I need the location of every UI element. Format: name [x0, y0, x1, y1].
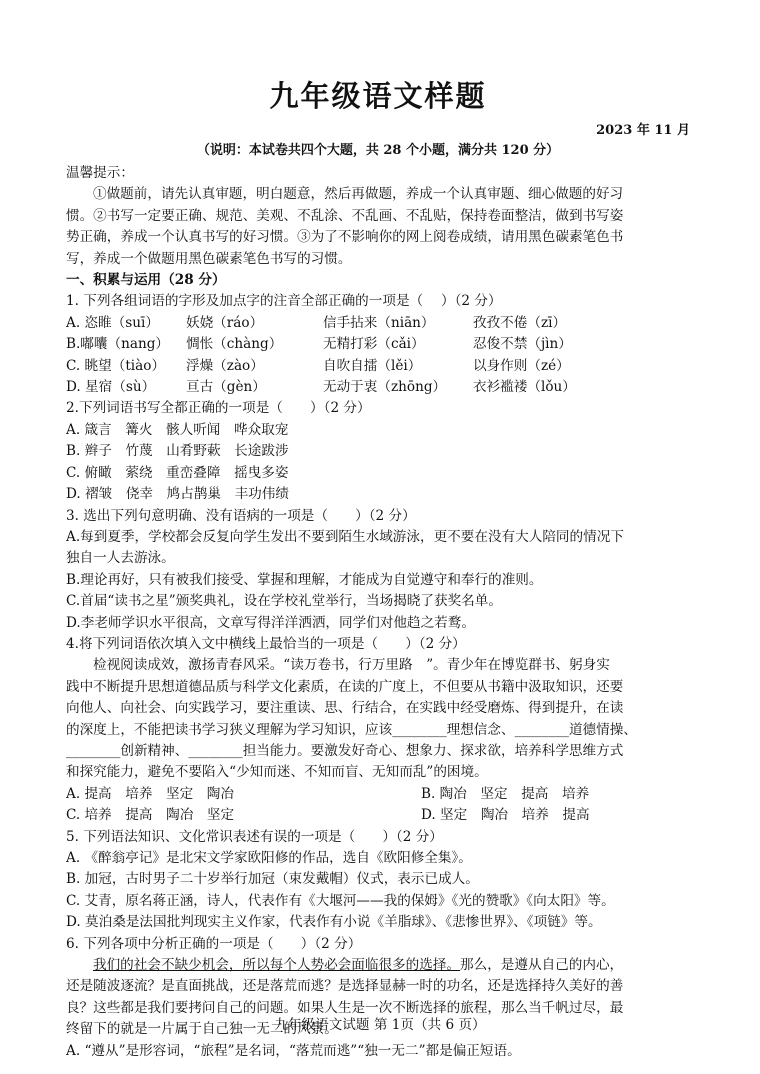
q1-cell: 信手拈来（niān）	[323, 314, 435, 331]
q4-option: A. 提高 培养 坚定 陶冶	[66, 785, 234, 802]
q1-option-row	[66, 356, 690, 377]
q2-stem: 2.下列词语书写全都正确的一项是（ ）（2 分）	[66, 400, 371, 417]
tip-line: 惯。②书写一定要正确、规范、美观、不乱涂、不乱画、不乱贴，保持卷面整洁，做到书写姿	[66, 207, 624, 224]
q4-stem: 4.将下列词语依次填入文中横线上最恰当的一项是（ ）（2 分）	[66, 635, 466, 652]
q1-option-row	[66, 334, 690, 355]
q2-option: B. 辫子 竹蔑 山肴野蔌 长途跋涉	[66, 443, 289, 460]
q1-cell: 衣衫褴褛（lǒu）	[473, 379, 576, 396]
q3-line: C.首届“读书之星”颁奖典礼，设在学校礼堂举行，当场揭晓了获奖名单。	[66, 593, 502, 610]
q5-stem: 5. 下列语法知识、文化常识表述有误的一项是（ ）（2 分）	[66, 828, 443, 845]
q1-cell: 无动于衷（zhōng）	[323, 379, 447, 396]
q6-underlined-sentence: 我们的社会不缺少机会，所以每个人势必会面临很多的选择。	[93, 957, 461, 974]
q4-passage-line: 和探究能力，避免不要陷入“少知而迷、不知而盲、无知而乱”的困境。	[66, 764, 488, 781]
page-footer: 九年级语文试题 第 1页（共 6 页）	[274, 1017, 486, 1033]
q1-cell: C. 眺望（tiào）	[66, 357, 166, 374]
q1-stem: 1. 下列各组词语的字形及加点字的注音全部正确的一项是（ ）（2 分）	[66, 293, 502, 310]
q1-cell: D. 星宿（sù）	[66, 379, 156, 396]
q6-passage-text: 那么，是遵从自己的内心，	[460, 957, 624, 974]
q1-cell: 无精打彩（cǎi）	[323, 336, 425, 353]
q1-cell: 浮燥（zào）	[186, 357, 264, 374]
q3-line: D.李老师学识水平很高，文章写得洋洋洒洒，同学们对他趋之若鹜。	[66, 614, 475, 631]
q3-line: A.每到夏季，学校都会反复向学生发出不要到陌生水域游泳，更不要在没有大人陪同的情况下	[66, 528, 624, 545]
q6-option: A. “遵从”是形容词，“旅程”是名词，“落荒而逃”“独一无二”都是偏正短语。	[66, 1042, 521, 1059]
q3-stem: 3. 选出下列句意明确、没有语病的一项是（ ）（2 分）	[66, 507, 416, 524]
tip-line: 写，养成一个做题用黑色碳素笔色书写的习惯。	[66, 250, 352, 267]
q1-cell: 惆怅（chàng）	[186, 336, 283, 353]
q1-cell: A. 恣睢（suī）	[66, 314, 159, 331]
q2-option: A. 箴言 篝火 骸人听闻 哗众取宠	[66, 421, 289, 438]
q6-stem: 6. 下列各项中分析正确的一项是（ ）（2 分）	[66, 935, 362, 952]
q4-passage-line: 的深度上，不能把读书学习狭义理解为学习知识，应该________理想信念、________道德情操、	[66, 721, 637, 738]
q5-option: C. 艾青，原名蒋正涵，诗人，代表作有《大堰河——我的保姆》《光的赞歌》《向太阳》等。	[66, 892, 615, 909]
q1-cell: 忍俊不禁（jìn）	[473, 336, 572, 353]
q6-passage-line: 良？这些都是我们要拷问自己的问题。如果人生是一次不断选择的旅程，那么当千帆过尽，最	[66, 999, 624, 1016]
q4-passage-line: 践中不断提升思想道德品质与科学文化素质，在读的广度上，不但要从书籍中汲取知识，还要	[66, 678, 624, 695]
q1-cell: 妖娆（ráo）	[186, 314, 264, 331]
q5-option: D. 莫泊桑是法国批判现实主义作家，代表作有小说《羊脂球》、《悲惨世界》、《项链》等。	[66, 914, 602, 931]
q4-option-row	[66, 784, 690, 805]
q1-cell: B.嘟囔（nang）	[66, 336, 170, 353]
q5-option: B. 加冠，古时男子二十岁举行加冠（束发戴帽）仪式，表示已成人。	[66, 871, 479, 888]
q1-cell: 自吹自擂（lěi）	[323, 357, 422, 374]
q6-passage-line	[66, 955, 690, 976]
q1-cell: 孜孜不倦（zī）	[473, 314, 567, 331]
tip-line: ①做题前，请先认真审题，明白题意，然后再做题，养成一个认真审题、细心做题的好习	[93, 186, 624, 203]
q6-passage-line: 还是随波逐流？是直面挑战，还是落荒而逃？是选择显赫一时的功名，还是选择持久美好的善	[66, 978, 624, 995]
q4-passage-line: ________创新精神、________担当能力。要激发好奇心、想象力、探求欲，培养科学思维方式	[66, 742, 624, 759]
q5-option: A. 《醉翁亭记》是北宋文学家欧阳修的作品，选自《欧阳修全集》。	[66, 850, 472, 866]
q4-option: C. 培养 提高 陶冶 坚定	[66, 807, 235, 824]
q3-line: B.理论再好，只有被我们接受、掌握和理解，才能成为自觉遵守和奉行的准则。	[66, 571, 543, 588]
exam-title: 九年级语文样题	[269, 79, 487, 113]
section-1-heading: 一、积累与运用（28 分）	[66, 272, 226, 289]
q4-option-row	[66, 805, 690, 826]
q2-option: C. 俯瞰 萦绕 重峦叠障 摇曳多姿	[66, 464, 289, 481]
q2-option: D. 褶皱 侥幸 鸠占鹊巢 丰功伟绩	[66, 486, 289, 503]
q6-passage-line: 终留下的就是一片属于自己独一无二的风景。	[66, 1021, 338, 1038]
exam-date: 2023 年 11 月	[596, 123, 690, 138]
q1-option-row	[66, 377, 690, 398]
q1-cell: 亘古（gèn）	[186, 379, 266, 396]
q1-cell: 以身作则（zé）	[473, 357, 570, 374]
exam-note: （说明：本试卷共四个大题，共 28 个小题，满分共 120 分）	[196, 143, 560, 158]
q4-option: D. 坚定 陶冶 培养 提高	[421, 807, 590, 824]
q4-passage-line: 向他人、向社会、向实践学习，要注重读、思、行结合，在实践中经受磨炼、得到提升，在读	[66, 700, 624, 717]
q4-passage-line: 检视阅读成效，激扬青春风采。“读万卷书，行万里路 ”。青少年在博览群书、躬身实	[93, 657, 610, 674]
tip-line: 势正确，养成一个认真书写的好习惯。③为了不影响你的网上阅卷成绩，请用黑色碳素笔色书	[66, 229, 624, 246]
tip-label: 温馨提示：	[66, 165, 134, 181]
q1-option-row	[66, 313, 690, 334]
q4-option: B. 陶冶 坚定 提高 培养	[421, 785, 590, 802]
q3-line: 独自一人去游泳。	[66, 550, 175, 567]
